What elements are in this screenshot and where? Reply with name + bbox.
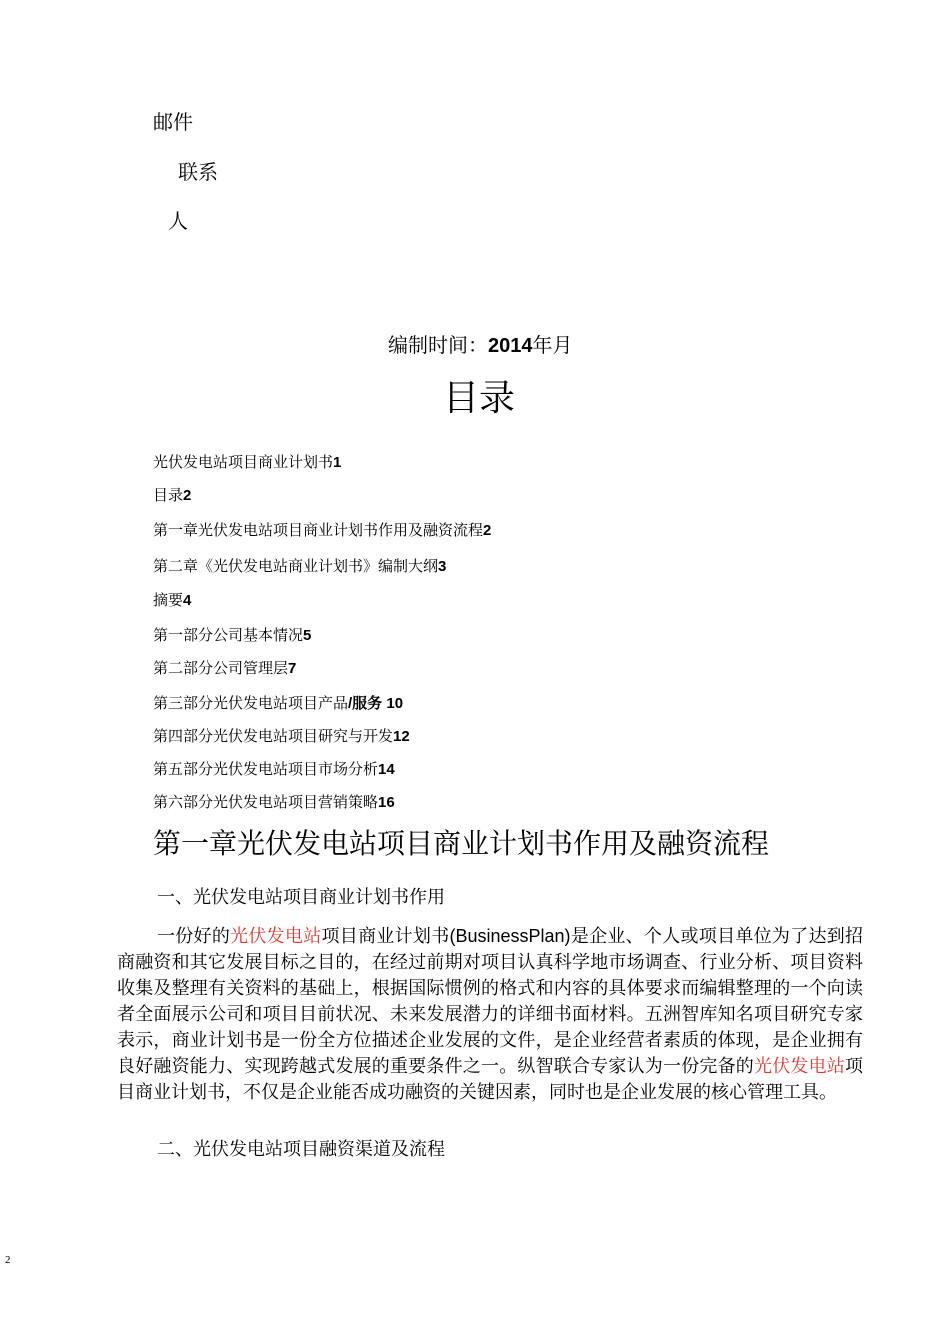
toc-item[interactable]: 摘要4 — [153, 591, 192, 609]
page-number: 2 — [5, 1254, 11, 1266]
keyword-highlight: 光伏发电站 — [754, 1056, 845, 1077]
compile-time-label: 编制时间： — [388, 333, 488, 357]
toc-item[interactable]: 第一部分公司基本情况5 — [153, 626, 312, 644]
toc-item[interactable]: 第六部分光伏发电站项目营销策略16 — [153, 793, 395, 811]
toc-item[interactable]: 第二部分公司管理层7 — [153, 659, 297, 677]
toc-item[interactable]: 第二章《光伏发电站商业计划书》编制大纲3 — [153, 557, 447, 575]
contact-label-line1: 联系 — [178, 160, 218, 184]
toc-item[interactable]: 光伏发电站项目商业计划书1 — [153, 453, 342, 471]
compile-time-year: 2014 — [488, 335, 533, 357]
email-label: 邮件 — [153, 110, 193, 134]
toc-item[interactable]: 第三部分光伏发电站项目产品/服务 10 — [153, 694, 404, 712]
contact-label-line2: 人 — [168, 209, 188, 233]
toc-item[interactable]: 第五部分光伏发电站项目市场分析14 — [153, 760, 395, 778]
chapter-heading: 第一章光伏发电站项目商业计划书作用及融资流程 — [153, 827, 770, 860]
compile-time — [388, 329, 573, 358]
toc-item[interactable]: 目录2 — [153, 486, 192, 504]
section-heading-2: 二、光伏发电站项目融资渠道及流程 — [157, 1139, 445, 1160]
toc-title: 目录 — [443, 378, 516, 419]
body-paragraph: 一份好的光伏发电站项目商业计划书(BusinessPlan)是企业、个人或项目单位为了达到招商融资和其它发展目标之目的，在经过前期对项目认真科学地市场调查、行业分析、项目资料收集及整理有关资料的基础上，根据国际惯例的格式和内容的具体要求而编辑整理的一个向读者全面展示公司和项目目前状况、未来发展潜力的详细书面材料。五洲智库知名项目研究专家表示，商业计划书是一份全方位描述企业发展的文件，是企业经营者素质的体现，是企业拥有良好融资能力、实现跨越式发展的重要条件之一。纵智联合专家认为一份完备的光伏发电站项目商业计划书，不仅是企业能否成功融资的关键因素，同时也是企业发展的核心管理工具。 — [117, 926, 864, 1103]
keyword-highlight: 光伏发电站 — [230, 926, 322, 947]
compile-time-suffix: 年月 — [532, 333, 573, 357]
section-heading-1: 一、光伏发电站项目商业计划书作用 — [157, 887, 445, 908]
toc-item[interactable]: 第四部分光伏发电站项目研究与开发12 — [153, 727, 410, 745]
toc-item[interactable]: 第一章光伏发电站项目商业计划书作用及融资流程2 — [153, 521, 492, 539]
